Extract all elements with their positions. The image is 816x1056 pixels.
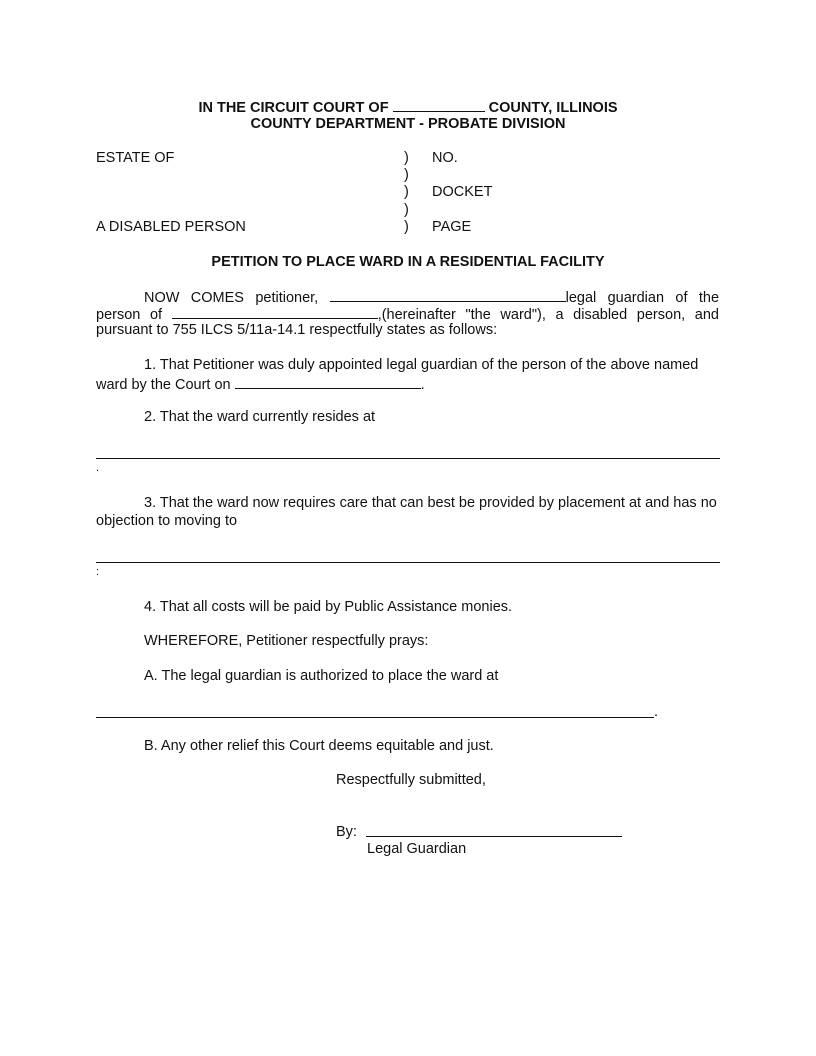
- intro-person-of: person of: [96, 307, 163, 323]
- placement-end-mark: .: [654, 704, 659, 720]
- page-label: PAGE: [432, 219, 472, 235]
- intro-line-3: pursuant to 755 ILCS 5/11a-14.1 respectfully states as follows:: [96, 322, 498, 338]
- new-facility-blank[interactable]: [96, 562, 720, 563]
- prayer-a-text: A. The legal guardian is authorized to place the ward at: [144, 668, 499, 684]
- paragraph-3-line-1: 3. That the ward now requires care that can best be provided by placement at and has no: [144, 495, 717, 511]
- county-name-blank[interactable]: [393, 98, 485, 112]
- ward-name-blank[interactable]: [172, 305, 378, 319]
- caption-paren: ): [404, 184, 409, 200]
- court-header-line1: [0, 98, 816, 117]
- paragraph-4-text: 4. That all costs will be paid by Public Assistance monies.: [144, 599, 513, 615]
- court-header-suffix: COUNTY, ILLINOIS: [488, 100, 618, 116]
- intro-hereinafter: ,(hereinafter "the ward"), a disabled person, and: [377, 307, 719, 323]
- docket-label: DOCKET: [432, 184, 493, 200]
- respectfully-submitted: Respectfully submitted,: [336, 772, 486, 788]
- case-number-label: NO.: [432, 150, 458, 166]
- estate-of-label: ESTATE OF: [96, 150, 175, 166]
- by-label: By:: [336, 824, 357, 840]
- prayer-b-text: B. Any other relief this Court deems equitable and just.: [144, 738, 494, 754]
- caption-paren: ): [404, 167, 409, 183]
- caption-paren: ): [404, 202, 409, 218]
- appointment-date-blank[interactable]: [235, 375, 421, 389]
- residence-end-mark: .: [96, 462, 100, 474]
- paragraph-3-line-2: objection to moving to: [96, 513, 238, 529]
- intro-now-comes: NOW COMES petitioner,: [144, 290, 319, 306]
- paragraph-1-line-2: ward by the Court on .: [96, 377, 425, 393]
- disabled-person-label: A DISABLED PERSON: [96, 219, 246, 235]
- signature-line[interactable]: [366, 836, 622, 837]
- wherefore-clause: WHEREFORE, Petitioner respectfully prays:: [144, 633, 429, 649]
- placement-facility-blank[interactable]: [96, 717, 654, 718]
- petition-title: PETITION TO PLACE WARD IN A RESIDENTIAL FACILITY: [211, 254, 605, 270]
- caption-paren: ): [404, 150, 409, 166]
- appointment-label: ward by the Court on: [96, 377, 231, 393]
- petitioner-name-blank[interactable]: [330, 288, 566, 302]
- court-header-line2: COUNTY DEPARTMENT - PROBATE DIVISION: [250, 116, 566, 132]
- paragraph-1-line-1: 1. That Petitioner was duly appointed legal guardian of the person of the above named: [144, 357, 699, 373]
- court-header-prefix: IN THE CIRCUIT COURT OF: [198, 100, 389, 116]
- current-residence-blank[interactable]: [96, 458, 720, 459]
- signer-title: Legal Guardian: [367, 841, 467, 857]
- facility-end-mark: :: [96, 566, 100, 578]
- intro-legal-guardian: legal guardian of the: [565, 290, 720, 306]
- caption-paren: ): [404, 219, 409, 235]
- paragraph-2-text: 2. That the ward currently resides at: [144, 409, 376, 425]
